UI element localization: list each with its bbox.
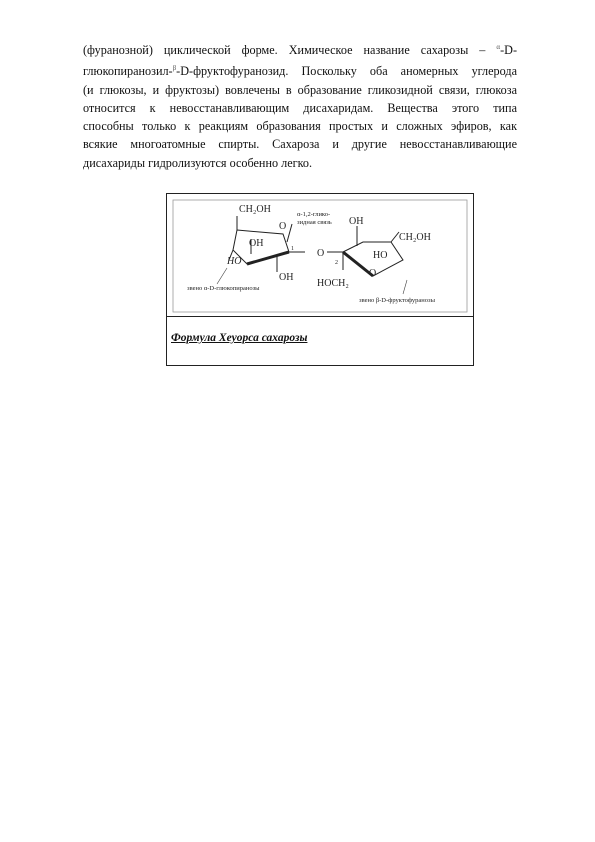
- hoch2-label: HOCH₂: [317, 278, 349, 289]
- oh-left-label: OH: [249, 238, 264, 249]
- bond-label-line2: зидная связь: [297, 219, 332, 226]
- bridge-oxygen-label: O: [317, 248, 325, 259]
- oh-right-top-label: OH: [349, 216, 364, 227]
- text-line-5: способны только к реакциям образования простых и сложных эфиров, как: [83, 119, 517, 134]
- oh-bottom-label: OH: [279, 272, 294, 283]
- ho-left-label: HO: [227, 256, 242, 267]
- figure-divider: [167, 316, 473, 317]
- ch2oh-top-label: CH₂OH: [239, 204, 271, 215]
- fructose-unit-label: звено β-D-фруктофуранозы: [359, 297, 435, 304]
- ho-right-label: HO: [373, 250, 388, 261]
- body-paragraph: [83, 38, 517, 172]
- sucrose-figure: [166, 193, 474, 366]
- text-line-6: всякие многоатомные спирты. Сахароза и другие невосстанавливающие: [83, 137, 517, 152]
- bond-label-line1: α-1,2-глико-: [297, 211, 331, 218]
- text-line-2: глюкопиранозил-$^\beta$-D-фруктофуранозид. Поскольку оба аномерных углерода: [83, 64, 517, 79]
- text-line-3: (и глюкозы, и фруктозы) вовлечены в образование гликозидной связи, глюкоза: [83, 82, 517, 97]
- glucose-unit-label: звено α-D-глюкопиранозы: [187, 285, 260, 292]
- text-line-4: относится к невосстанавливающим дисахаридам. Вещества этого типа: [83, 100, 517, 115]
- ring-o-left-label: O: [279, 221, 287, 232]
- haworth-structure-diagram: [167, 194, 473, 316]
- carbon-2-label: 2: [335, 260, 338, 266]
- beta-symbol: β: [172, 64, 177, 73]
- ring-o-right-label: O: [369, 268, 377, 279]
- ch2oh-right-label: CH₂OH: [399, 232, 431, 243]
- figure-caption: Формула Хеуорса сахарозы: [171, 332, 308, 344]
- text-line-1: (фуранозной) циклической форме. Химическое название сахарозы – $^\alpha$-D-: [83, 43, 517, 57]
- carbon-1-label: 1: [291, 246, 294, 252]
- text-line-7: дисахариды гидролизуются особенно легко.: [83, 155, 313, 170]
- alpha-symbol: α: [496, 43, 501, 51]
